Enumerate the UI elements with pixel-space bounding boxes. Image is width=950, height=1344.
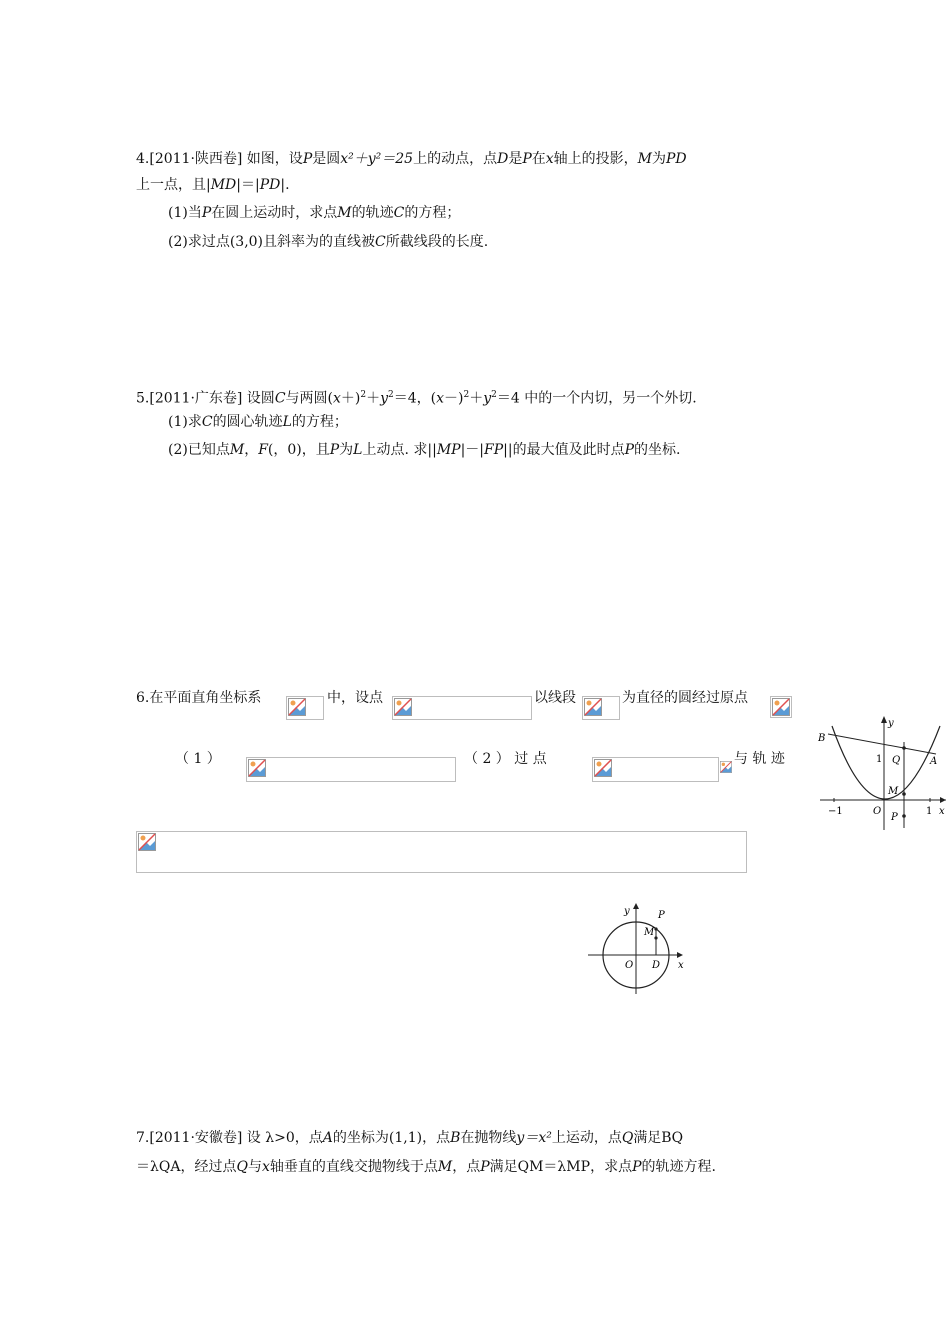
problem-4-line-2: 上一点，且|MD|＝|PD|. xyxy=(136,177,290,193)
label-x: x xyxy=(678,960,684,971)
broken-image-icon xyxy=(248,759,266,777)
problem-7-line-2: ＝λQA，经过点Q与x轴垂直的直线交抛物线于点M，点P满足QM＝λMP，求点P的轨迹方程. xyxy=(136,1159,716,1175)
problem-6-seg-1: 6.在平面直角坐标系 xyxy=(136,690,262,706)
label-1-x: 1 xyxy=(926,806,933,817)
label-y: y xyxy=(624,906,630,917)
problem-4-question-2: (2)求过点(3,0)且斜率为的直线被C所截线段的长度. xyxy=(168,234,489,250)
broken-image-icon xyxy=(772,698,790,716)
point-p xyxy=(654,927,657,930)
broken-image-icon xyxy=(138,833,156,851)
broken-image-icon xyxy=(584,698,602,716)
label-minus-1: −1 xyxy=(828,806,843,817)
circle-figure xyxy=(586,900,696,1000)
broken-image xyxy=(770,696,792,718)
problem-6-seg-2: 中，设点 xyxy=(327,690,383,706)
broken-image-icon xyxy=(288,698,306,716)
problem-7-line-1: 7.[2011·安徽卷] 设 λ>0，点A的坐标为(1,1)，点B在抛物线y＝x²上运动，点Q满足BQ xyxy=(136,1130,684,1146)
problem-5-question-1: (1)求C的圆心轨迹L的方程； xyxy=(168,414,348,430)
problem-5-line-1: 5.[2011·广东卷] 设圆C与两圆$(x+)^2+y^2=4$，$(x-)^2+y^2=4$ 中的一个内切，另一个外切. xyxy=(136,390,697,407)
y-axis-arrow xyxy=(633,903,639,909)
circle-equation: x²＋y²＝25 xyxy=(340,151,414,167)
x-axis-arrow xyxy=(940,797,946,803)
label-b: B xyxy=(818,733,826,744)
label-d: D xyxy=(652,960,661,971)
broken-image xyxy=(592,757,719,782)
label-q: Q xyxy=(892,755,901,766)
parabola-figure xyxy=(818,712,948,832)
parabola-curve xyxy=(832,726,940,799)
y-axis-arrow xyxy=(881,716,887,723)
label-y: y xyxy=(888,718,894,729)
broken-image xyxy=(719,757,733,779)
label-o: O xyxy=(625,960,634,971)
problem-6-sub-1: （ 1 ） xyxy=(175,751,221,767)
problem-4-question-1: (1)当P在圆上运动时，求点M的轨迹C的方程； xyxy=(168,205,461,221)
point-p xyxy=(902,814,906,818)
label-a: A xyxy=(930,756,938,767)
broken-image-icon xyxy=(720,758,732,776)
problem-4-line-1: 4.[2011·陕西卷] 如图，设P是圆x²＋y²＝25上的动点，点D是P在x轴上的投影，M为PD xyxy=(136,151,687,167)
broken-image xyxy=(286,696,324,720)
label-1-y: 1 xyxy=(876,754,883,765)
label-x: x xyxy=(939,806,945,817)
broken-image xyxy=(136,831,747,873)
problem-5-question-2: (2)已知点M，F(，0)，且P为L上动点. 求||MP|－|FP||的最大值及此时点P的坐标. xyxy=(168,442,681,458)
point-m xyxy=(902,792,906,796)
label-p: P xyxy=(891,812,898,823)
chord-ab xyxy=(828,734,936,754)
point-m xyxy=(654,936,657,939)
label-m: M xyxy=(644,927,655,938)
broken-image-icon xyxy=(394,698,412,716)
problem-6-seg-4: 为直径的圆经过原点 xyxy=(622,690,748,706)
problem-6-sub-3: 与 轨 迹 xyxy=(734,751,785,767)
broken-image xyxy=(246,757,456,782)
parabola-equation: y＝x² xyxy=(516,1130,552,1146)
problem-6-seg-3: 以线段 xyxy=(534,690,576,706)
label-p: P xyxy=(658,910,665,921)
label-m: M xyxy=(888,786,899,797)
broken-image xyxy=(392,696,532,720)
problem-6-sub-2: （ 2 ） 过 点 xyxy=(464,751,547,767)
broken-image-icon xyxy=(594,759,612,777)
point-q xyxy=(902,746,906,750)
label-o: O xyxy=(873,806,882,817)
x-axis-arrow xyxy=(677,952,683,958)
broken-image xyxy=(582,696,620,720)
